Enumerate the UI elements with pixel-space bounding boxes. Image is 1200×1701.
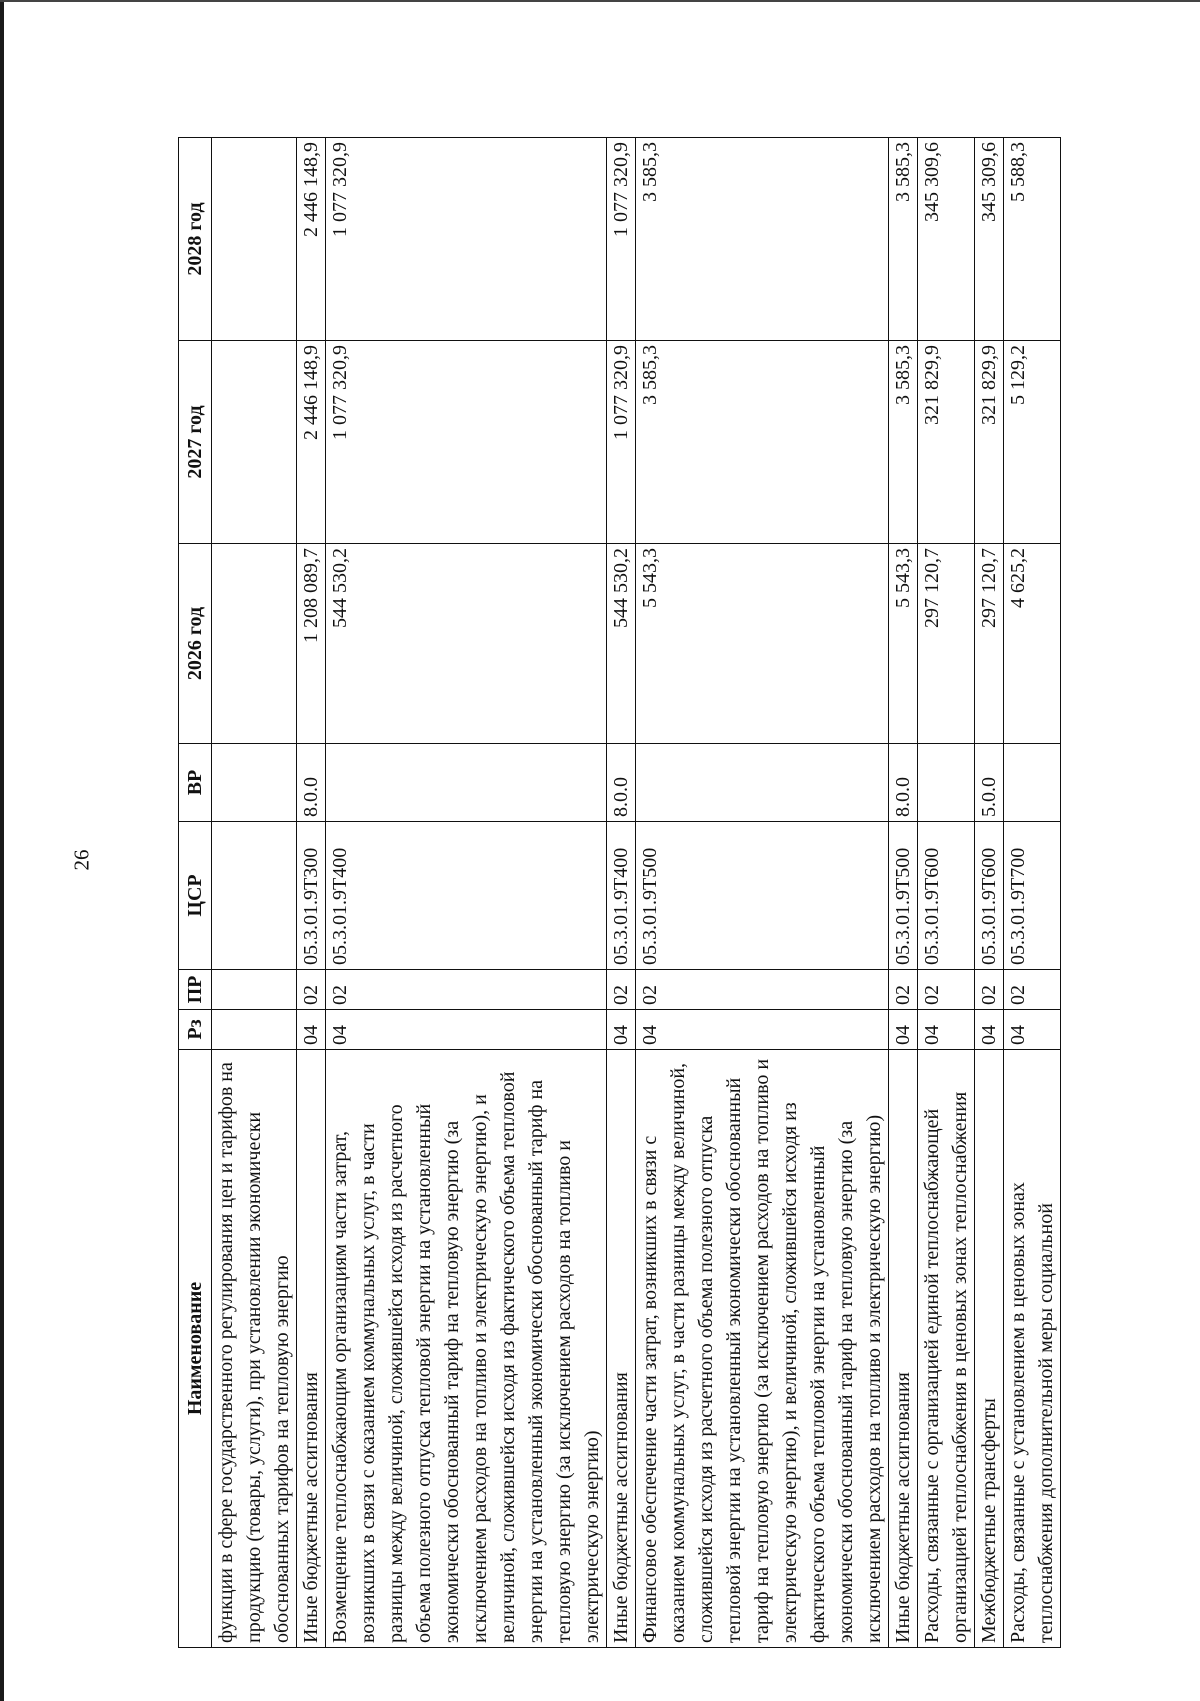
- row-rz: 04: [326, 1010, 607, 1050]
- row-value-2027: 5 129,2: [1004, 341, 1061, 544]
- row-value-2026: 544 530,2: [326, 544, 607, 744]
- table-row: [636, 138, 889, 1648]
- header-name: Наименование: [179, 1050, 212, 1648]
- row-value-2026: 297 120,7: [918, 544, 975, 744]
- row-csr: 05.3.01.9Т500: [889, 822, 918, 970]
- row-pr: 02: [1004, 970, 1061, 1010]
- header-vr: ВР: [179, 744, 212, 822]
- row-name: Расходы, связанные с организацией единой теплоснабжающей организацией теплоснабжения в ценовых зонах теплоснабжения: [918, 1050, 975, 1648]
- row-name: функции в сфере государственного регулирования цен и тарифов на продукцию (товары, услуги), при установлении экономически обоснованных тарифов на тепловую энергию: [212, 1050, 297, 1648]
- row-rz: 04: [607, 1010, 636, 1050]
- row-vr: 8.0.0: [297, 744, 326, 822]
- row-vr: [326, 744, 607, 822]
- table-row: [212, 138, 297, 1648]
- row-rz: 04: [918, 1010, 975, 1050]
- table-row: [889, 138, 918, 1648]
- row-vr: 5.0.0: [975, 744, 1004, 822]
- row-name: Иные бюджетные ассигнования: [607, 1050, 636, 1648]
- row-csr: 05.3.01.9Т600: [975, 822, 1004, 970]
- row-rz: 04: [975, 1010, 1004, 1050]
- row-value-2028: 3 585,3: [889, 138, 918, 341]
- row-pr: 02: [607, 970, 636, 1010]
- table-row: [1004, 138, 1061, 1648]
- row-vr: [918, 744, 975, 822]
- row-value-2026: 297 120,7: [975, 544, 1004, 744]
- table-header-row: [179, 138, 212, 1648]
- row-value-2026: 5 543,3: [636, 544, 889, 744]
- page-number: 26: [69, 849, 94, 871]
- row-pr: 02: [297, 970, 326, 1010]
- header-pr: ПР: [179, 970, 212, 1010]
- row-name: Иные бюджетные ассигнования: [889, 1050, 918, 1648]
- row-csr: 05.3.01.9Т500: [636, 822, 889, 970]
- header-2026: 2026 год: [179, 544, 212, 744]
- table-row: [918, 138, 975, 1648]
- row-name: Расходы, связанные с установлением в ценовых зонах теплоснабжения дополнительной меры социальной: [1004, 1050, 1061, 1648]
- row-rz: 04: [636, 1010, 889, 1050]
- header-2028: 2028 год: [179, 138, 212, 341]
- row-pr: 02: [326, 970, 607, 1010]
- row-value-2028: 5 588,3: [1004, 138, 1061, 341]
- row-pr: 02: [636, 970, 889, 1010]
- row-name: Межбюджетные трансферты: [975, 1050, 1004, 1648]
- table-body: [212, 138, 1061, 1648]
- row-value-2027: 321 829,9: [918, 341, 975, 544]
- table-row: [326, 138, 607, 1648]
- row-rz: 04: [297, 1010, 326, 1050]
- row-rz: 04: [1004, 1010, 1061, 1050]
- row-value-2027: 3 585,3: [636, 341, 889, 544]
- budget-table: [178, 137, 1061, 1648]
- row-name: Возмещение теплоснабжающим организациям части затрат, возникших в связи с оказанием коммунальных услуг, в части разницы между величиной, сложившейся исходя из расчетного объема полезного отпуска тепловой энергии на установленный экономически обоснованный тариф на тепловую энергию (за исключением расходов на топливо и электрическую энергию), и величиной, сложившейся исходя из фактического объема тепловой энергии на установленный экономически обоснованный тариф на тепловую энергию (за исключением расходов на топливо и электрическую энергию): [326, 1050, 607, 1648]
- row-csr: [212, 822, 297, 970]
- row-name: Иные бюджетные ассигнования: [297, 1050, 326, 1648]
- row-rz: 04: [889, 1010, 918, 1050]
- row-name: Финансовое обеспечение части затрат, возникших в связи с оказанием коммунальных услуг, в части разницы между величиной, сложившейся исходя из расчетного объема полезного отпуска тепловой энергии на установленный экономически обоснованный тариф на тепловую энергию (за исключением расходов на топливо и электрическую энергию), и величиной, сложившейся исходя из фактического объема тепловой энергии на установленный экономически обоснованный тариф на тепловую энергию (за исключением расходов на топливо и электрическую энергию): [636, 1050, 889, 1648]
- row-value-2026: 544 530,2: [607, 544, 636, 744]
- rotated-table-container: [178, 138, 1098, 1648]
- row-csr: 05.3.01.9Т400: [607, 822, 636, 970]
- row-value-2027: 3 585,3: [889, 341, 918, 544]
- table-row: [297, 138, 326, 1648]
- table-row: [607, 138, 636, 1648]
- row-value-2026: 5 543,3: [889, 544, 918, 744]
- row-csr: 05.3.01.9Т400: [326, 822, 607, 970]
- row-value-2028: 345 309,6: [918, 138, 975, 341]
- row-pr: [212, 970, 297, 1010]
- row-value-2026: [212, 544, 297, 744]
- row-vr: 8.0.0: [889, 744, 918, 822]
- row-value-2027: 2 446 148,9: [297, 341, 326, 544]
- row-value-2028: 1 077 320,9: [607, 138, 636, 341]
- row-pr: 02: [918, 970, 975, 1010]
- row-value-2028: 345 309,6: [975, 138, 1004, 341]
- row-rz: [212, 1010, 297, 1050]
- scan-edge-top: [0, 0, 1200, 2]
- row-value-2026: 4 625,2: [1004, 544, 1061, 744]
- row-value-2027: 1 077 320,9: [326, 341, 607, 544]
- row-pr: 02: [889, 970, 918, 1010]
- scan-edge-left: [0, 0, 4, 1701]
- row-pr: 02: [975, 970, 1004, 1010]
- row-value-2026: 1 208 089,7: [297, 544, 326, 744]
- row-value-2028: 2 446 148,9: [297, 138, 326, 341]
- header-rz: Рз: [179, 1010, 212, 1050]
- row-value-2027: 321 829,9: [975, 341, 1004, 544]
- row-csr: 05.3.01.9Т300: [297, 822, 326, 970]
- row-value-2028: 3 585,3: [636, 138, 889, 341]
- header-2027: 2027 год: [179, 341, 212, 544]
- row-vr: 8.0.0: [607, 744, 636, 822]
- row-value-2027: [212, 341, 297, 544]
- row-value-2028: [212, 138, 297, 341]
- header-csr: ЦСР: [179, 822, 212, 970]
- row-vr: [636, 744, 889, 822]
- row-value-2028: 1 077 320,9: [326, 138, 607, 341]
- row-vr: [1004, 744, 1061, 822]
- table-row: [975, 138, 1004, 1648]
- row-csr: 05.3.01.9Т600: [918, 822, 975, 970]
- row-csr: 05.3.01.9Т700: [1004, 822, 1061, 970]
- row-value-2027: 1 077 320,9: [607, 341, 636, 544]
- row-vr: [212, 744, 297, 822]
